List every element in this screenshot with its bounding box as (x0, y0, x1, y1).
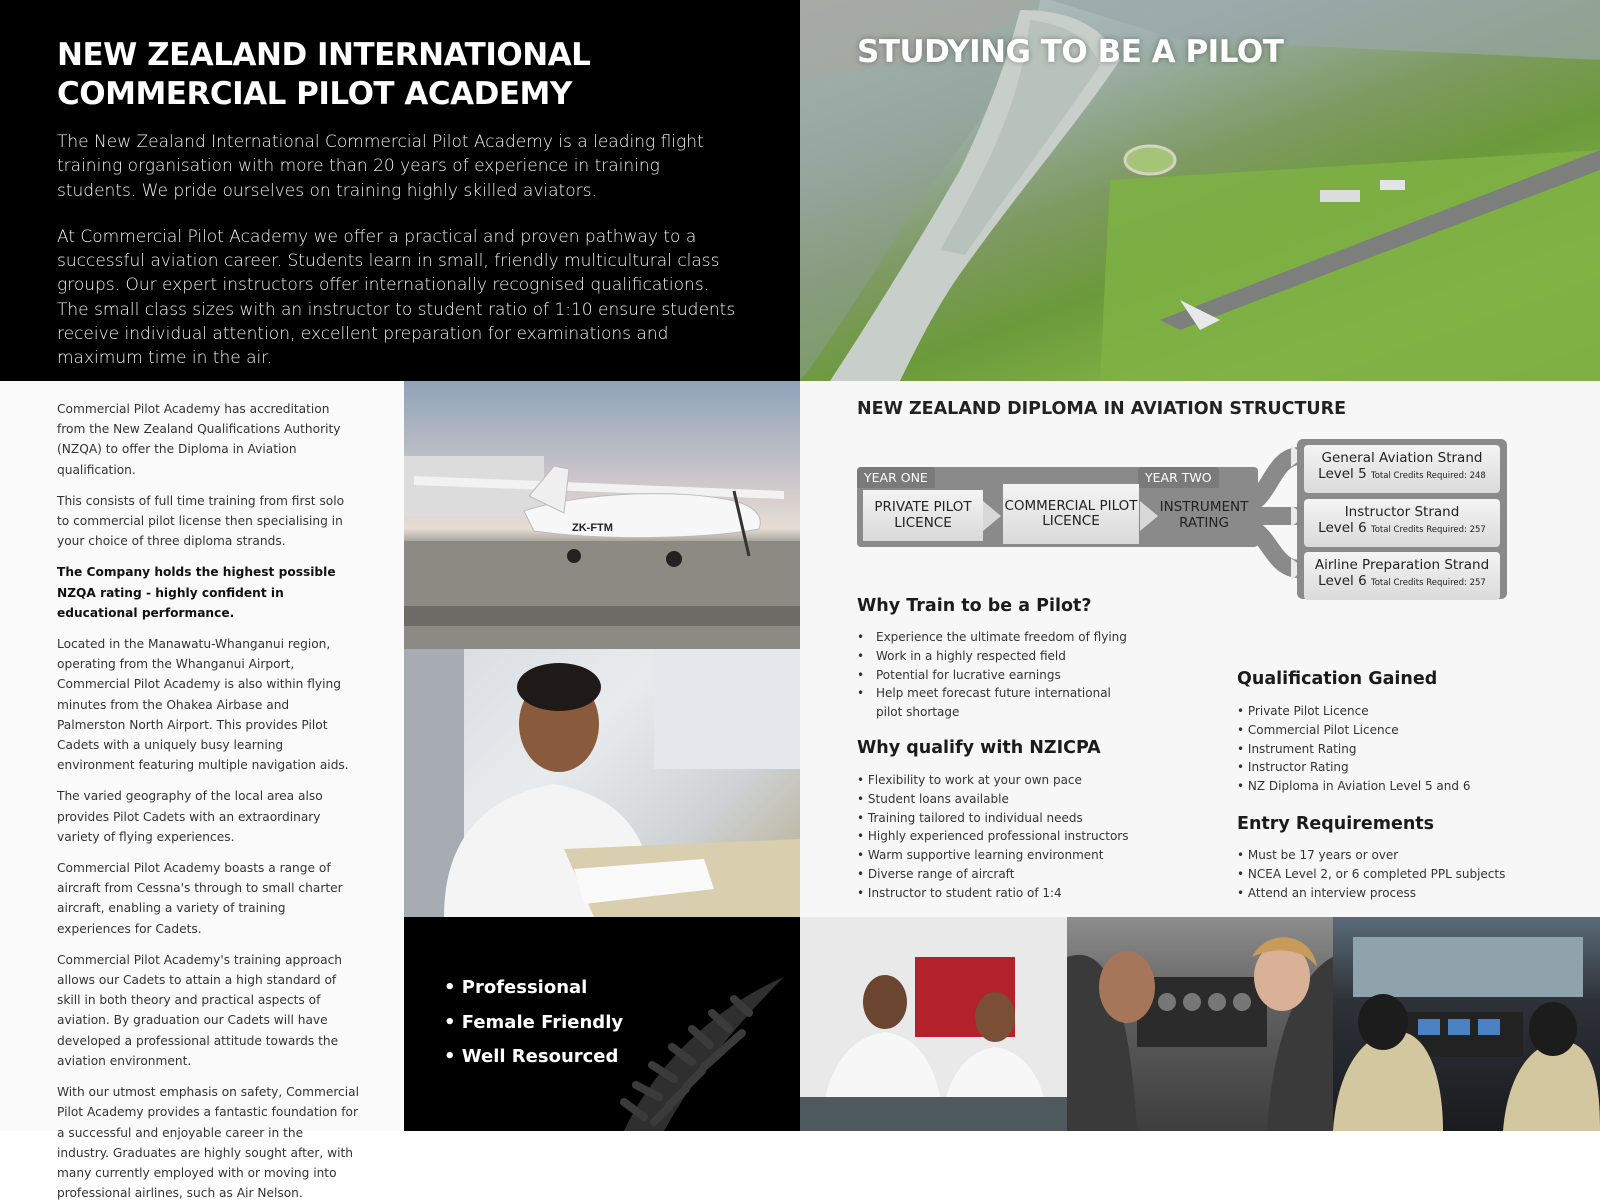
qualification-title: Qualification Gained (1237, 669, 1438, 689)
strand-level: Level 5 (1318, 466, 1367, 482)
aerial-airport-photo (800, 0, 1600, 381)
entry-list (1237, 846, 1557, 902)
entry-title: Entry Requirements (1237, 814, 1435, 834)
strand-name: General Aviation Strand (1321, 450, 1483, 466)
list-item: • Instrument Rating (1237, 740, 1537, 759)
strand-general-aviation (1304, 445, 1500, 493)
list-item: • Help meet forecast future international pilot shortage (857, 684, 1127, 722)
strand-airline-preparation (1304, 552, 1500, 600)
list-item: • Diverse range of aircraft (857, 865, 1157, 884)
cessna-plane-photo (404, 381, 800, 649)
plane-registration: ZK-FTM (572, 522, 613, 534)
list-item: • Work in a highly respected field (857, 647, 1127, 666)
why-train-title: Why Train to be a Pilot? (857, 596, 1092, 616)
title-line-2: COMMERCIAL PILOT ACADEMY (57, 76, 572, 112)
simulator-illustration (1333, 917, 1600, 1131)
strand-credits: Total Credits Required: 248 (1370, 471, 1486, 481)
intro-paragraph-2: At Commercial Pilot Academy we offer a practical and proven pathway to a successful aviation career. Students learn in small, friendly multicultural class groups. Our expert instructors offer internationally recognised qualifications. The small class sizes with an instructor to student ratio of 1:10 ensure students receive individual attention, excellent preparation for examinations and maximum time in the air. (57, 226, 736, 369)
arrow-right-icon (983, 501, 1003, 531)
why-qualify-list (857, 771, 1157, 903)
list-item: • Must be 17 years or over (1237, 846, 1557, 865)
list-item: • Attend an interview process (1237, 884, 1557, 903)
student-illustration (404, 649, 800, 917)
list-item: • Highly experienced professional instructors (857, 827, 1157, 846)
plane-illustration (404, 381, 800, 649)
list-item: • NCEA Level 2, or 6 completed PPL subjects (1237, 865, 1557, 884)
strand-instructor (1304, 499, 1500, 547)
strand-level: Level 6 (1318, 520, 1367, 536)
left-text-column (0, 381, 404, 1201)
cockpit-illustration (1067, 917, 1333, 1131)
student-classroom-photo (404, 649, 800, 917)
title-line-1: NEW ZEALAND INTERNATIONAL (57, 37, 591, 73)
aerial-heading: STUDYING TO BE A PILOT (857, 34, 1284, 70)
list-item: • Flexibility to work at your own pace (857, 771, 1157, 790)
students-illustration (800, 917, 1067, 1131)
strand-name: Instructor Strand (1344, 504, 1460, 520)
body-paragraph: Commercial Pilot Academy has accreditation from the New Zealand Qualifications Authority (NZQA) to offer the Diploma in Aviation qualification. (57, 402, 341, 477)
strand-credits: Total Credits Required: 257 (1370, 578, 1486, 588)
strand-name: Airline Preparation Strand (1314, 557, 1490, 573)
feature-item: • Professional (444, 977, 588, 998)
year-one-label: YEAR ONE (857, 467, 935, 488)
intro-paragraph-1: The New Zealand International Commercial Pilot Academy is a leading flight training organisation with more than 20 years of experience in training students. We pride ourselves on training highly skilled aviators. (57, 132, 704, 201)
list-item: • Private Pilot Licence (1237, 702, 1537, 721)
silver-fern-icon (614, 917, 794, 1131)
cockpit-pilots-photo (1067, 917, 1333, 1131)
flight-simulator-photo (1333, 917, 1600, 1131)
qualification-list (1237, 702, 1537, 796)
body-paragraph: Commercial Pilot Academy's training approach allows our Cadets to attain a high standard of skill in both theory and practical aspects of aviation. By graduation our Cadets will have developed a professional attitude towards the aviation environment. (57, 952, 343, 1068)
features-list (444, 971, 623, 1075)
ppl-box: PRIVATE PILOT LICENCE (863, 490, 983, 541)
page-title (57, 36, 743, 114)
list-item: • Student loans available (857, 790, 1157, 809)
features-panel (404, 917, 800, 1131)
students-studying-photo (800, 917, 1067, 1131)
list-item: • Instructor Rating (1237, 758, 1537, 777)
list-item: • Instructor to student ratio of 1:4 (857, 884, 1157, 903)
strand-level: Level 6 (1318, 573, 1367, 589)
feature-item: • Female Friendly (444, 1011, 624, 1033)
body-paragraph: With our utmost emphasis on safety, Commercial Pilot Academy provides a fantastic foundation for a successful and enjoyable career in the industry. Graduates are highly sought after, with many currently employed with or moving into professional airlines, such as Air Nelson. (57, 1085, 359, 1201)
why-qualify-title: Why qualify with NZICPA (857, 738, 1101, 758)
intro-panel (0, 0, 800, 381)
diploma-structure-panel (800, 381, 1600, 917)
year-two-label: YEAR TWO (1138, 467, 1219, 488)
body-paragraph: This consists of full time training from first solo to commercial pilot license then specialising in your choice of three diploma strands. (57, 493, 345, 549)
list-item: • Warm supportive learning environment (857, 846, 1157, 865)
why-train-list (857, 628, 1127, 722)
strand-credits: Total Credits Required: 257 (1370, 525, 1486, 535)
body-paragraph: Located in the Manawatu-Whanganui region, operating from the Whanganui Airport, Commercial Pilot Academy is also within flying minutes from the Ohakea Airbase and Palmerston North Airport. This provides Pilot Cadets with a uniquely busy learning environment featuring multiple navigation aids. (57, 637, 349, 773)
body-paragraph: Commercial Pilot Academy boasts a range of aircraft from Cessna's through to small charter aircraft, enabling a variety of training experiences for Cadets. (57, 861, 343, 936)
body-paragraph: The varied geography of the local area also provides Pilot Cadets with an extraordinary variety of flying experiences. (57, 789, 323, 844)
list-item: • Potential for lucrative earnings (857, 666, 1127, 685)
cpl-box: COMMERCIAL PILOT LICENCE (1003, 484, 1139, 544)
list-item: • Experience the ultimate freedom of flying (857, 628, 1127, 647)
structure-heading: NEW ZEALAND DIPLOMA IN AVIATION STRUCTURE (857, 399, 1347, 419)
list-item: • Commercial Pilot Licence (1237, 721, 1537, 740)
instrument-rating-box: INSTRUMENT RATING (1159, 499, 1249, 531)
feature-item: • Well Resourced (444, 1046, 619, 1067)
body-paragraph-bold: The Company holds the highest possible NZQA rating - highly confident in educational performance. (57, 565, 336, 620)
list-item: • NZ Diploma in Aviation Level 5 and 6 (1237, 777, 1537, 796)
list-item: • Training tailored to individual needs (857, 809, 1157, 828)
